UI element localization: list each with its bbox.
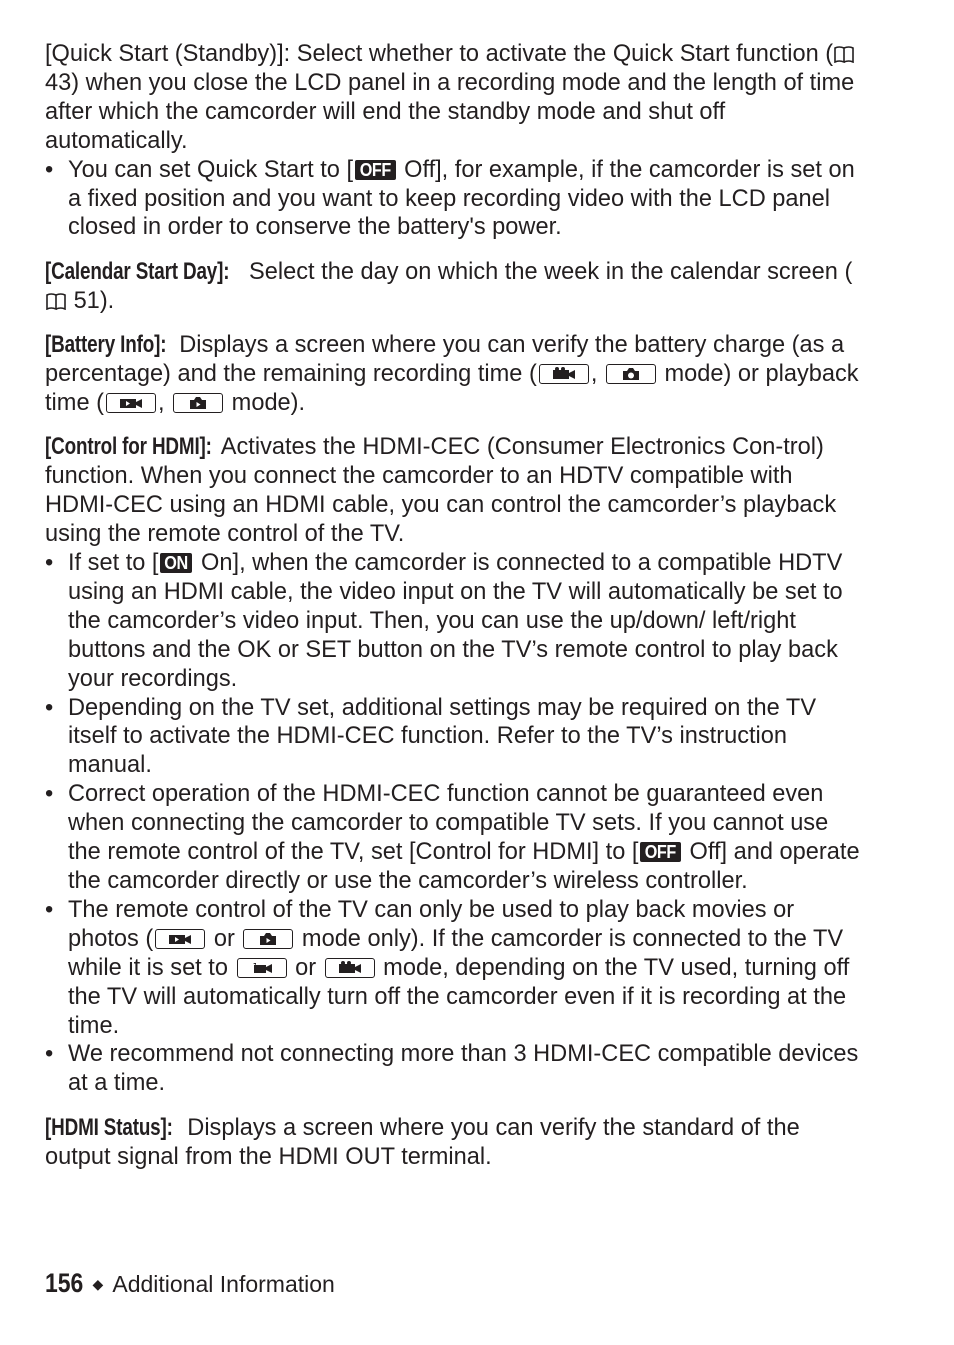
page-reference: 51 xyxy=(73,287,100,314)
hdmi-control-paragraph xyxy=(45,433,860,549)
badge-label: OFF xyxy=(645,842,677,863)
movie-playback-mode-icon xyxy=(106,393,156,413)
bullet-text: Off] and operate the camcorder directly or use the camcorder’s wireless controller. xyxy=(68,839,860,894)
conjunction: or xyxy=(207,925,242,952)
bullet-text: You can set Quick Start to [ xyxy=(68,156,354,183)
footer-section-title: Additional Information xyxy=(112,1271,335,1297)
hdmi-status-paragraph xyxy=(45,1114,860,1172)
on-badge-icon xyxy=(160,553,192,573)
calendar-text-b: ). xyxy=(99,287,115,314)
battery-text-a: Displays a screen where you can verify the battery charge (as a percentage) and the remaining recording time ( xyxy=(45,332,845,388)
movie-record-mode-icon xyxy=(325,958,375,978)
battery-text-b: mode) or playback time ( xyxy=(45,361,859,416)
diamond-separator-icon: ◆ xyxy=(92,1276,104,1292)
list-item xyxy=(45,896,860,1041)
page-footer xyxy=(45,1268,335,1299)
bullet-text: Depending on the TV set, additional settings may be required on the TV itself to activate the HDMI-CEC function. Refer to the TV’s instruction manual. xyxy=(68,694,817,779)
photo-playback-mode-icon xyxy=(243,929,293,949)
list-item xyxy=(45,156,860,243)
badge-label: OFF xyxy=(359,159,391,180)
badge-label: ON xyxy=(164,553,189,573)
battery-text-c: mode). xyxy=(225,389,306,416)
calendar-text-a: Select the day on which the week in the calendar screen ( xyxy=(242,258,853,285)
movie-playback-mode-icon xyxy=(155,929,205,949)
bullet-text: We recommend not connecting more than 3 HDMI-CEC compatible devices at a time. xyxy=(68,1041,859,1097)
section-battery-info xyxy=(45,331,860,418)
photo-playback-mode-icon xyxy=(173,393,223,413)
quick-start-paragraph xyxy=(45,40,860,156)
list-item xyxy=(45,549,860,694)
section-control-for-hdmi xyxy=(45,433,860,1098)
list-item xyxy=(45,694,860,781)
section-quick-start xyxy=(45,40,860,242)
bullet-text: Off], for example, if the camcorder is set on a fixed position and you want to keep recording video with the LCD panel closed in order to conserve the battery's power. xyxy=(68,156,855,241)
term-calendar-start-day: [Calendar Start Day]: xyxy=(45,258,230,285)
list-item xyxy=(45,780,860,896)
term-hdmi-status: [HDMI Status]: xyxy=(45,1114,173,1141)
book-reference-icon xyxy=(834,46,854,63)
separator: , xyxy=(590,361,604,388)
term-control-for-hdmi: [Control for HDMI]: xyxy=(45,434,212,461)
term-battery-info: [Battery Info]: xyxy=(45,332,167,359)
calendar-paragraph xyxy=(45,258,860,316)
movie-record-mode-icon xyxy=(539,364,589,384)
section-hdmi-status xyxy=(45,1114,860,1172)
dual-shot-mode-icon xyxy=(237,958,287,978)
battery-paragraph xyxy=(45,331,860,418)
page-number: 156 xyxy=(45,1268,84,1298)
quick-start-text-a: [Quick Start (Standby)]: Select whether to activate the Quick Start function ( xyxy=(45,41,834,67)
off-badge-icon xyxy=(355,160,396,180)
hdmi-control-bullets xyxy=(45,549,860,1098)
bullet-text: The remote control of the TV can only be used to play back movies or photos ( xyxy=(68,896,795,952)
conjunction: or xyxy=(288,954,323,981)
page-reference: 43 xyxy=(45,69,72,96)
off-badge-icon xyxy=(640,842,681,862)
quick-start-bullets xyxy=(45,156,860,243)
list-item xyxy=(45,1040,860,1098)
hdmi-control-text: Activates the HDMI-CEC (Consumer Electronics Con-trol) function. When you connect the camcorder to an HDTV compatible with HDMI-CEC using an HDMI cable, you can control the camcorder’s playback using the remote control of the TV. xyxy=(45,434,837,548)
bullet-text: On], when the camcorder is connected to a compatible HDTV using an HDMI cable, the video input on the TV will automatically be set to the camcorder’s video input. Then, you can use the up/down/ left/right buttons and the OK or SET button on the TV’s remote control to play back your recordings. xyxy=(68,550,843,692)
manual-page-body xyxy=(45,40,860,1187)
bullet-text: mode only). If the camcorder is connected to the TV while it is set to xyxy=(68,925,844,981)
separator: , xyxy=(157,389,172,416)
bullet-text: mode, depending on the TV used, turning off the TV will automatically turn off the camcorder even if it is recording at the time. xyxy=(68,954,850,1039)
hdmi-status-text: Displays a screen where you can verify the standard of the output signal from the HDMI OUT terminal. xyxy=(45,1114,800,1170)
photo-record-mode-icon xyxy=(606,364,656,384)
book-reference-icon xyxy=(46,293,66,310)
quick-start-text-b: ) when you close the LCD panel in a recording mode and the length of time after which the camcorder will end the standby mode and shut off automatically. xyxy=(45,69,855,154)
bullet-text: If set to [ xyxy=(68,550,159,576)
section-calendar-start-day xyxy=(45,258,860,316)
bullet-text: Correct operation of the HDMI-CEC function cannot be guaranteed even when connecting the camcorder to compatible TV sets. If you cannot use the remote control of the TV, set [Control for HDMI] to [ xyxy=(68,781,829,866)
